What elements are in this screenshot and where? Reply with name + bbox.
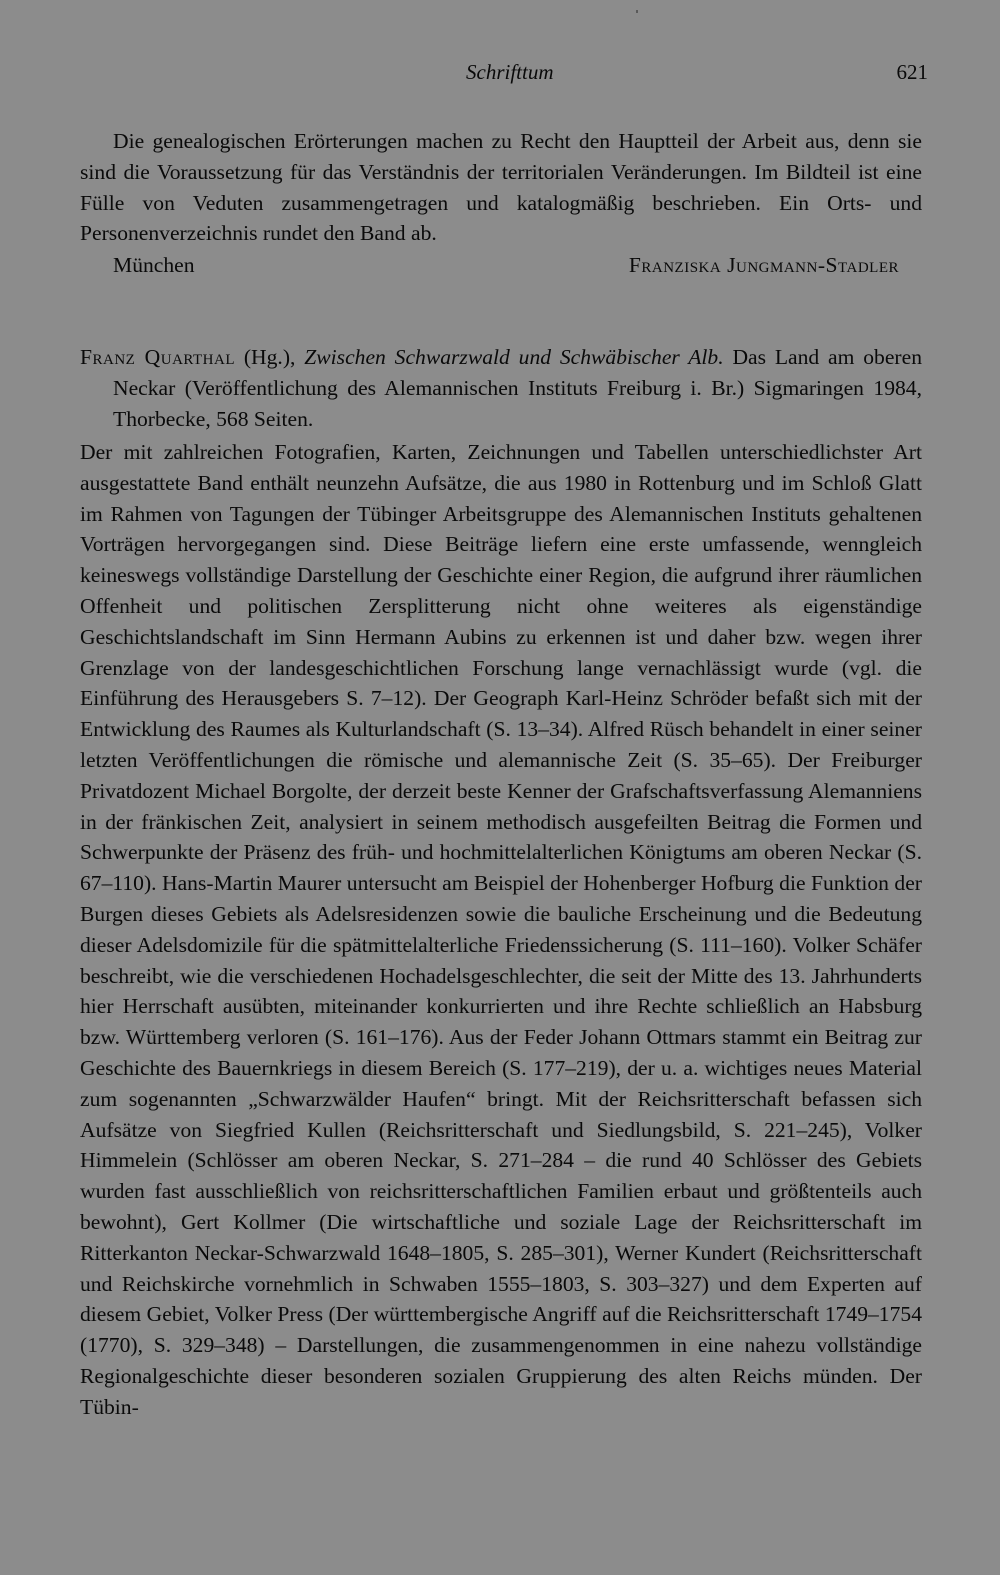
book-editor: Franz Quarthal bbox=[80, 345, 236, 369]
scan-speck bbox=[636, 10, 638, 13]
reviewer-city: München bbox=[113, 253, 195, 277]
reviewer-signature bbox=[113, 250, 899, 281]
previous-review-conclusion bbox=[80, 126, 922, 249]
review-body-paragraph: Der mit zahlreichen Fotografien, Karten, Zeichnungen und Tabellen unterschiedlichster Art ausgestattete Band enthält neunzehn Aufsätze, die aus 1980 in Rottenburg und im Schloß Glatt im Rahmen von Tagungen der Tübinger Arbeitsgruppe des Alemannischen Instituts gehaltenen Vorträgen hervorgegangen sind. Diese Beiträge liefern eine erste umfassende, wenngleich keineswegs vollständige Darstellung der Geschichte einer Region, die aufgrund ihrer räumlichen Offenheit und politischen Zersplitterung nicht ohne weiteres als eigenständige Geschichtslandschaft im Sinn Hermann Aubins zu erkennen ist und daher bzw. wegen ihrer Grenzlage von der landesgeschichtlichen Forschung lange vernachlässigt wurde (vgl. die Einführung des Herausgebers S. 7–12). Der Geograph Karl-Heinz Schröder befaßt sich mit der Entwicklung des Raumes als Kulturlandschaft (S. 13–34). Alfred Rüsch behandelt in einer seiner letzten Veröffentlichungen die römische und alemannische Zeit (S. 35–65). Der Freiburger Privatdozent Michael Borgolte, der derzeit beste Kenner der Grafschaftsverfassung Alemanniens in der fränkischen Zeit, analysiert in seinem methodisch ausgefeilten Beitrag die Formen und Schwerpunkte der Präsenz des früh- und hochmittelalterlichen Königtums am oberen Neckar (S. 67–110). Hans-Martin Maurer untersucht am Beispiel der Hohenberger Hofburg die Funktion der Burgen dieses Gebiets als Adelsresidenzen sowie die bauliche Erscheinung und die Bedeutung dieser Adelsdomizile für die spätmittelalterliche Friedenssicherung (S. 111–160). Volker Schäfer beschreibt, wie die verschiedenen Hochadelsgeschlechter, die seit der Mitte des 13. Jahrhunderts hier Herrschaft ausübten, miteinander konkurrierten und ihre Rechte schließlich an Habsburg bzw. Württemberg verloren (S. 161–176). Aus der Feder Johann Ottmars stammt ein Beitrag zur Geschichte des Bauernkriegs in diesem Bereich (S. 177–219), der u. a. wichtiges neues Material zum sogenannten „Schwarzwälder Haufen“ bringt. Mit der Reichsritterschaft befassen sich Aufsätze von Siegfried Kullen (Reichsritterschaft und Siedlungsbild, S. 221–245), Volker Himmelein (Schlösser am oberen Neckar, S. 271–284 – die rund 40 Schlösser des Gebiets wurden fast ausschließlich von reichsritterschaftlichen Familien erbaut und größtenteils auch bewohnt), Gert Kollmer (Die wirtschaftliche und soziale Lage der Reichsritterschaft im Ritterkanton Neckar-Schwarzwald 1648–1805, S. 285–301), Werner Kundert (Reichsritterschaft und Reichskirche vornehmlich in Schwaben 1555–1803, S. 303–327) und dem Experten auf diesem Gebiet, Volker Press (Der württembergische Angriff auf die Reichsritterschaft 1749–1754 (1770), S. 329–348) – Darstellungen, die zusammengenommen in eine nahezu vollständige Regionalgeschichte dieser besonderen sozialen Gruppierung des alten Reichs münden. Der Tübin- bbox=[80, 440, 922, 1419]
page-number: 621 bbox=[896, 60, 928, 84]
review-body bbox=[80, 437, 922, 1423]
citation-paragraph bbox=[80, 342, 922, 434]
running-title: Schrifttum bbox=[466, 60, 554, 84]
review-citation bbox=[80, 342, 922, 434]
editor-role: (Hg.), bbox=[243, 345, 296, 369]
book-title: Zwischen Schwarzwald und Schwäbischer Alb. bbox=[304, 345, 724, 369]
bibliographic-details: Das Land am oberen Neckar (Veröffentlichung des Alemannischen Instituts Freiburg i. Br.) Sigmaringen 1984, Thorbecke, 568 Seiten. bbox=[113, 345, 922, 431]
previous-review-paragraph: Die genealogischen Erörterungen machen zu Recht den Hauptteil der Arbeit aus, denn sie sind die Voraussetzung für das Verständnis der territorialen Veränderungen. Im Bildteil ist eine Fülle von Veduten zusammengetragen und katalogmäßig beschrieben. Ein Orts- und Personenverzeichnis rundet den Band ab. bbox=[80, 129, 922, 246]
reviewer-name: Franziska Jungmann-Stadler bbox=[628, 253, 899, 277]
